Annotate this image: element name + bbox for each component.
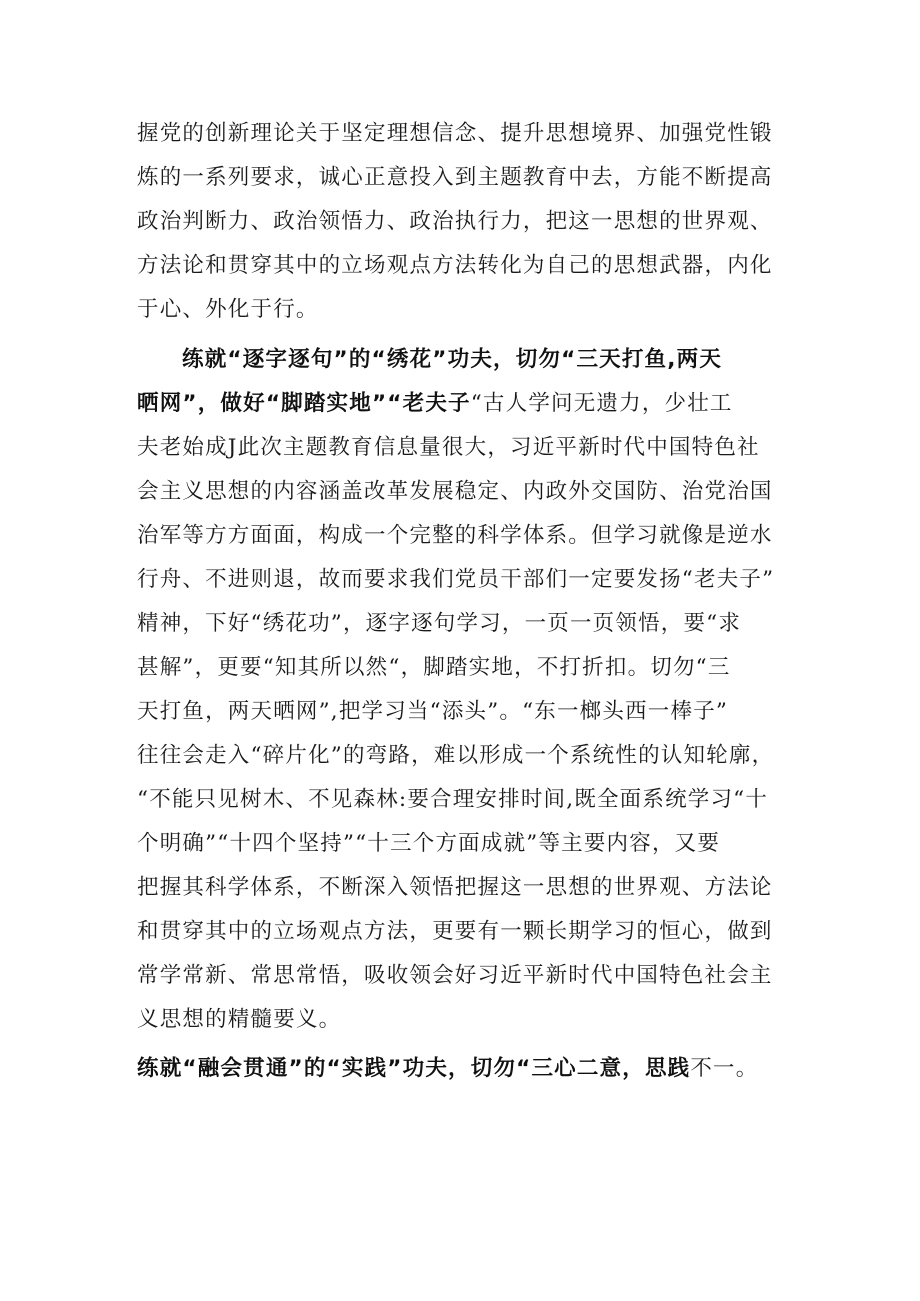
text-line xyxy=(0,961,920,991)
text-line xyxy=(0,653,920,683)
text-line xyxy=(0,433,920,463)
line-text: 甚解”，更要“知其所以然“，脚踏实地，不打折扣。切勿“三 xyxy=(137,655,731,680)
line-text: 个明确”“十四个坚持”“十三个方面成就”等主要内容，又要 xyxy=(137,831,721,856)
line-text: 于心、外化于行。 xyxy=(137,297,319,322)
line-text: 不一。 xyxy=(690,1056,759,1081)
text-line xyxy=(0,295,920,325)
section-heading-text: 练就“融会贯通”的“实践”功夫，切勿“三心二意，思践 xyxy=(137,1056,691,1081)
line-text: 把握其科学体系，不断深入领悟把握这一思想的世界观、方法论 xyxy=(137,875,773,900)
line-text: 治军等方方面面，构成一个完整的科学体系。但学习就像是逆水 xyxy=(137,523,773,548)
line-text: 炼的一系列要求，诚心正意投入到主题教育中去，方能不断提高 xyxy=(137,165,773,190)
text-line xyxy=(0,829,920,859)
line-text: 义思想的精髓要义。 xyxy=(137,1007,342,1032)
text-line xyxy=(0,521,920,551)
line-text: 和贯穿其中的立场观点方法，更要有一颗长期学习的恒心，做到 xyxy=(137,919,773,944)
line-text: 方法论和贯穿其中的立场观点方法转化为自己的思想武器，内化 xyxy=(137,253,773,278)
text-line xyxy=(0,477,920,507)
text-line xyxy=(0,917,920,947)
section-heading-text: 晒网”，做好“脚踏实地”“老夫子 xyxy=(137,391,471,416)
text-line xyxy=(0,873,920,903)
line-text: “古人学问无遗力，少壮工 xyxy=(470,391,733,416)
text-line xyxy=(0,1005,920,1035)
line-text: 天打鱼，两天晒网”,把学习当“添头”。“东一榔头西一棒子” xyxy=(137,699,729,724)
text-line xyxy=(0,697,920,727)
text-line xyxy=(0,609,920,639)
heading-line xyxy=(0,345,920,375)
line-text: “不能只见树木、不见森林:要合理安排时间,既全面系统学习“十 xyxy=(137,787,769,812)
text-line xyxy=(0,119,920,149)
line-text: 夫老始成J此次主题教育信息量很大，习近平新时代中国特色社 xyxy=(137,435,760,460)
text-line xyxy=(0,741,920,771)
heading-line xyxy=(0,389,920,419)
text-line xyxy=(0,207,920,237)
section-heading-text: 练就“逐字逐句”的“绣花”功夫，切勿“三天打鱼,两天 xyxy=(182,347,723,372)
line-text: 常学常新、常思常悟，吸收领会好习近平新时代中国特色社会主 xyxy=(137,963,773,988)
text-line xyxy=(0,251,920,281)
heading-line xyxy=(0,1054,920,1084)
line-text: 精神，下好“绣花功”，逐字逐句学习，一页一页领悟，要“求 xyxy=(137,611,742,636)
text-line xyxy=(0,163,920,193)
text-line xyxy=(0,785,920,815)
line-text: 往往会走入“碎片化”的弯路，难以形成一个系统性的认知轮廓， xyxy=(137,743,775,768)
text-line xyxy=(0,565,920,595)
line-text: 握党的创新理论关于坚定理想信念、提升思想境界、加强党性锻 xyxy=(137,121,773,146)
line-text: 行舟、不进则退，故而要求我们党员干部们一定要发扬“老夫子” xyxy=(137,567,775,592)
line-text: 政治判断力、政治领悟力、政治执行力，把这一思想的世界观、 xyxy=(137,209,773,234)
line-text: 会主义思想的内容涵盖改革发展稳定、内政外交国防、治党治国 xyxy=(137,479,773,504)
